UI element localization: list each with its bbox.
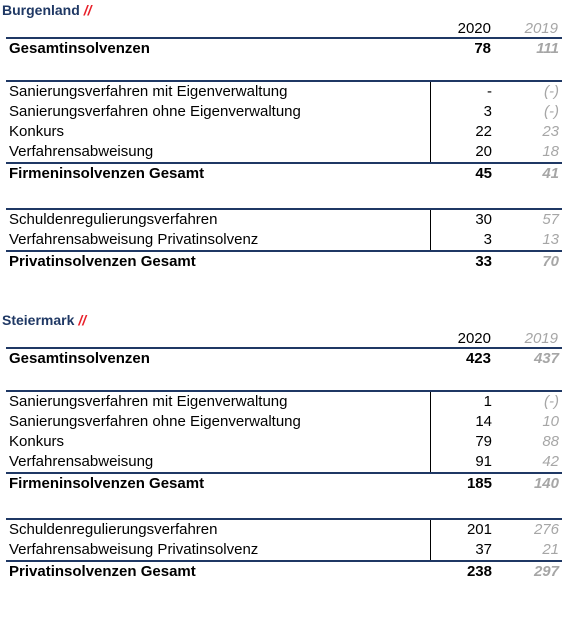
table-row	[6, 209, 562, 230]
table-row	[6, 452, 562, 473]
value-2019: 140	[495, 473, 562, 494]
value-2020: 185	[431, 473, 496, 494]
table-row	[6, 348, 562, 369]
value-2019: 297	[495, 561, 562, 582]
value-2020: 78	[430, 38, 494, 59]
private-insolvency-table	[6, 518, 562, 582]
value-2019: 111	[494, 38, 562, 59]
value-2019: 42	[542, 453, 559, 470]
region-name: Burgenland	[2, 2, 80, 18]
value-2019: 70	[495, 251, 562, 272]
value-2019: 41	[495, 163, 562, 184]
firm-insolvency-table	[6, 80, 562, 184]
value-2020: 3	[431, 230, 496, 251]
region-slash: //	[78, 312, 87, 328]
value-2019: (-)	[544, 103, 559, 120]
row-label: Gesamtinsolvenzen	[6, 348, 430, 369]
value-2019: 21	[542, 541, 559, 558]
year-current-header: 2020	[457, 20, 491, 37]
value-2019: 57	[495, 209, 562, 230]
region-slash: //	[83, 2, 92, 18]
row-label: Schuldenregulierungsverfahren	[6, 519, 431, 540]
row-label: Gesamtinsolvenzen	[6, 38, 430, 59]
table-row	[6, 391, 562, 412]
value-2020: 201	[431, 519, 496, 540]
row-label: Firmeninsolvenzen Gesamt	[6, 473, 431, 494]
row-label: Verfahrensabweisung	[9, 143, 154, 160]
table-row-total	[6, 163, 562, 184]
row-label: Konkurs	[9, 433, 65, 450]
region-title	[2, 312, 86, 328]
year-previous-header: 2019	[524, 20, 558, 37]
table-row	[6, 142, 562, 163]
row-label: Firmeninsolvenzen Gesamt	[6, 163, 431, 184]
row-label: Sanierungsverfahren ohne Eigenverwaltung	[9, 413, 301, 430]
value-2019: 88	[542, 433, 559, 450]
row-label: Konkurs	[9, 123, 65, 140]
value-2020: 37	[431, 540, 496, 561]
table-row	[6, 540, 562, 561]
table-row	[6, 102, 562, 122]
value-2019: 276	[495, 519, 562, 540]
row-label: Verfahrensabweisung	[9, 453, 154, 470]
value-2020: 45	[431, 163, 496, 184]
row-label: Sanierungsverfahren ohne Eigenverwaltung	[9, 103, 301, 120]
table-row	[6, 122, 562, 142]
firm-insolvency-table	[6, 390, 562, 494]
table-row	[6, 519, 562, 540]
row-label: Sanierungsverfahren mit Eigenverwaltung	[6, 391, 431, 412]
row-label: Verfahrensabweisung Privatinsolvenz	[9, 231, 259, 248]
value-2020: 22	[431, 122, 496, 142]
value-2020: 79	[431, 432, 496, 452]
value-2020: 91	[431, 452, 496, 473]
total-table	[6, 37, 562, 59]
table-row-total	[6, 251, 562, 272]
value-2019: 13	[542, 231, 559, 248]
value-2019: 10	[542, 413, 559, 430]
private-insolvency-table	[6, 208, 562, 272]
row-label: Privatinsolvenzen Gesamt	[6, 251, 431, 272]
value-2020: 30	[431, 209, 496, 230]
table-row	[6, 38, 562, 59]
year-current-header: 2020	[457, 330, 491, 347]
value-2020: -	[431, 81, 496, 102]
row-label: Privatinsolvenzen Gesamt	[6, 561, 431, 582]
value-2020: 33	[431, 251, 496, 272]
row-label: Schuldenregulierungsverfahren	[6, 209, 431, 230]
value-2019: 18	[542, 143, 559, 160]
value-2020: 20	[431, 142, 496, 163]
value-2020: 14	[431, 412, 496, 432]
row-label: Sanierungsverfahren mit Eigenverwaltung	[6, 81, 431, 102]
value-2019: 23	[542, 123, 559, 140]
table-row-total	[6, 561, 562, 582]
year-previous-header: 2019	[524, 330, 558, 347]
value-2019: 437	[494, 348, 562, 369]
table-row	[6, 432, 562, 452]
region-name: Steiermark	[2, 312, 75, 328]
table-row	[6, 412, 562, 432]
total-table	[6, 347, 562, 369]
value-2020: 3	[431, 102, 496, 122]
table-row	[6, 230, 562, 251]
value-2019: (-)	[495, 81, 562, 102]
row-label: Verfahrensabweisung Privatinsolvenz	[9, 541, 259, 558]
value-2020: 423	[430, 348, 494, 369]
table-row	[6, 81, 562, 102]
value-2020: 238	[431, 561, 496, 582]
region-title	[2, 2, 92, 18]
table-row-total	[6, 473, 562, 494]
value-2019: (-)	[495, 391, 562, 412]
value-2020: 1	[431, 391, 496, 412]
